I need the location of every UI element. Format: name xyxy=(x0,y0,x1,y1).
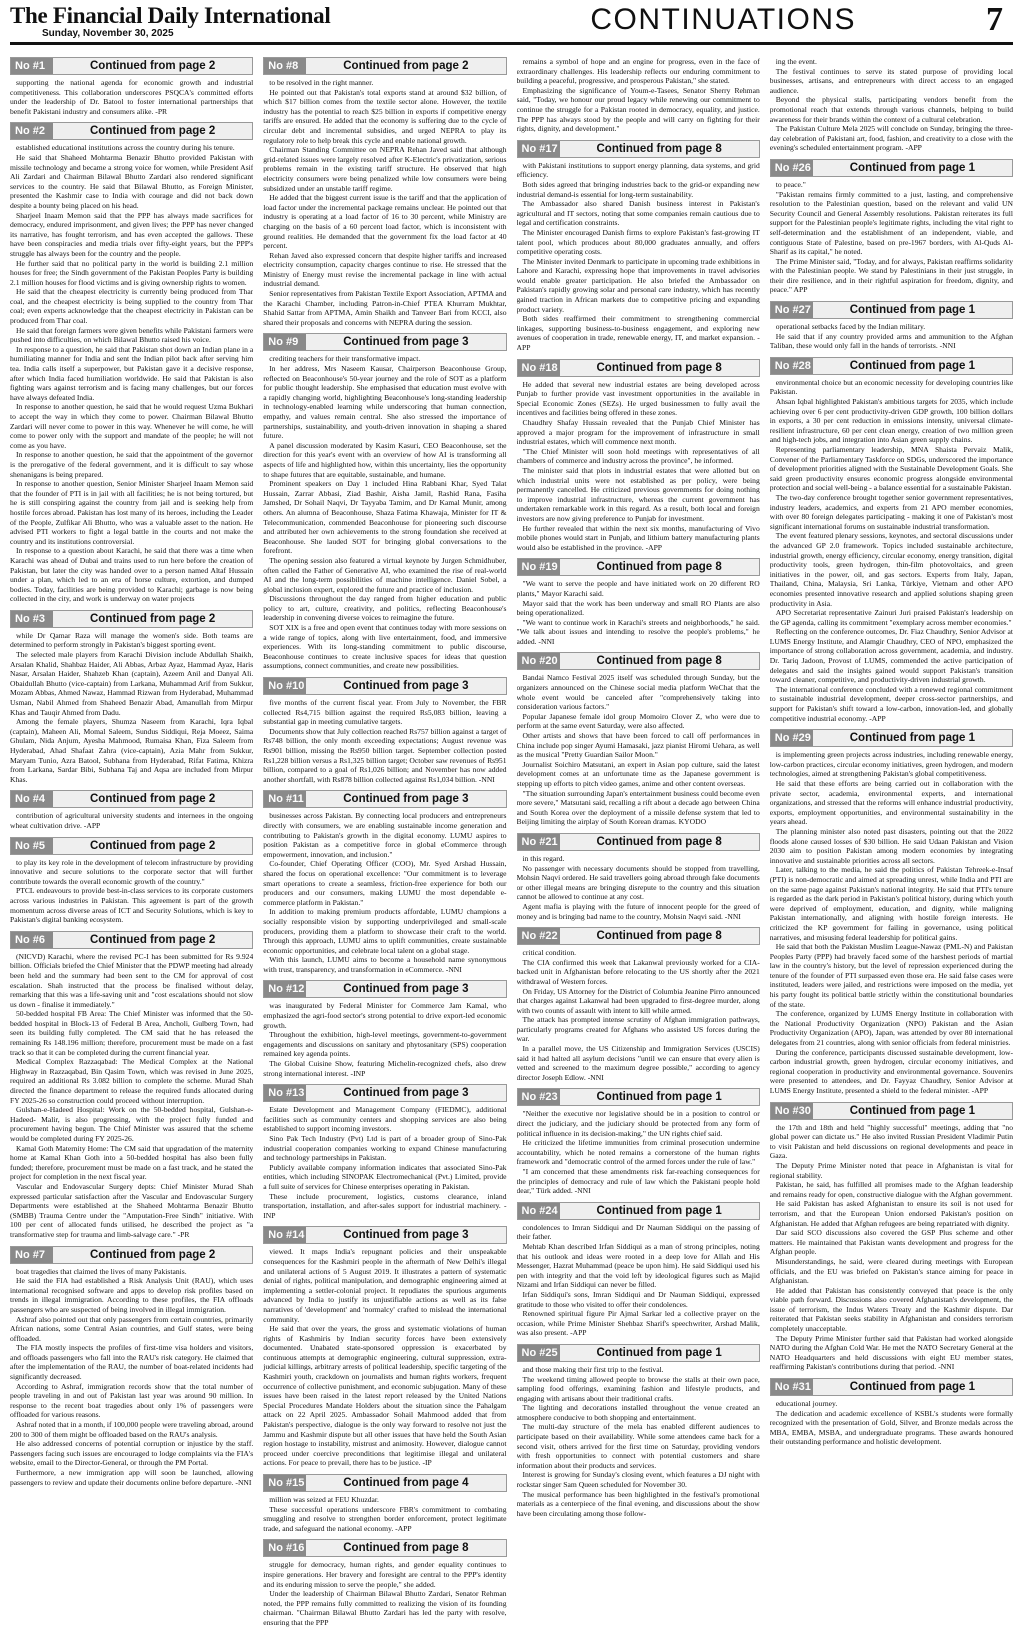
story xyxy=(770,1102,1013,1372)
story-number: No #17 xyxy=(518,141,560,157)
story-number: No #8 xyxy=(264,58,306,74)
story-paragraph: He said that foreign farmers were given benefits while Pakistani farmers were pushed into difficulties, on which Bilawal Bhutto raised his voice. xyxy=(10,325,254,345)
continued-label: Continued from page 8 xyxy=(596,142,722,155)
story xyxy=(770,357,1013,723)
story-paragraph: The opening session also featured a virtual keynote by Jurgen Schmidhuber, often called the Father of Generative AI, who examined the rise of real-world AI and the long-term possibilities of machine intelligence. Daniel Sobel, a global inclusion expert, explored the future and practice of inclusion. xyxy=(263,555,507,594)
story-header xyxy=(517,1202,760,1220)
story-paragraph: He said that Shaheed Mohtarma Benazir Bhutto provided Pakistan with missile technology and became a strong voice for women, while President Asif Ali Zardari and Chairman Bilawal Bhutto Zardari also rendered significant services to the country. He said that Bilawal Bhutto, as Foreign Minister, presented the Kashmir case to India with courage and did not back down despite a bounty being placed on his head. xyxy=(10,152,254,210)
story xyxy=(770,159,1013,295)
story xyxy=(263,1539,506,1627)
story-number: No #30 xyxy=(771,1103,813,1119)
story-header xyxy=(770,1102,1013,1120)
story-paragraph: Renowned spiritual figure Pir Ajmal Sarkar led a collective prayer on the occasion, while Prime Minister Shehbaz Sharif's speechwriter, Arshad Malik, was also present. -APP xyxy=(516,1309,760,1338)
story-paragraph: No passenger with necessary documents should be stopped from travelling, Mohsin Naqvi ordered. He said travellers going abroad through fake documents or other illegal means are bringing disrepute to the country and this situation cannot be allowed to continue at any cost. xyxy=(516,863,760,902)
story-paragraph: The Prime Minister said, "Today, and for always, Pakistan reaffirms solidarity with the Palestinian people. We stand by Palestinians in their just struggle, in their dire resilience, and in their rightful aspiration for freedom, dignity, and peace." APP xyxy=(769,256,1013,295)
story-paragraph: Prominent speakers on Day 1 included Hina Rabbani Khar, Syed Talat Hussain, Zarrar Abbasi, Ziad Bashir, Aisha Jamil, Rashid Rana, Fasiha Jamshed, Dr Sohail Naqvi, Dr Tayyaba Tamim, and Dr Kamal Munir, among others. An alumna of Beaconhouse, Shaza Fatima Khawaja, Minister for IT & Telecommunication, commended Beaconhouse for pioneering such discourse and attributed her own achievements to the strong foundation she received at Beaconhouse. She lauded SOT for bringing global conversations to the forefront. xyxy=(263,479,507,556)
story-number: No #29 xyxy=(771,730,813,746)
story-header xyxy=(770,159,1013,177)
story-paragraph: ing the event. xyxy=(775,57,817,66)
story-paragraph: Sharjeel Inaam Memon said that the PPP has always made sacrifices for democracy, endured imprisonment, and given lives; the PPP has never changed its narrative, has fought terrorism, and has even accepted the gallows. These have been conspiracies and media trials over fifty-eight years, but the PPP's struggle has always been for the country and the people. xyxy=(10,210,254,258)
story-paragraph: Among the female players, Shumza Naseem from Karachi, Iqra Iqbal (captain), Maheen Ali, Momal Saleem, Sundus Siddiqui, Reja Moeez, Saima Ghulam, Nida Anjum, Ayesha Mahmood, Rumaisa Khan, Fiza Saleem from Hyderabad, Ahad Shafaat Zahra (vice-captain), Azia Mahr from Sukkur, Maryam Tunio, Azra Batool, Subhana from Hyderabad, Rifat Fatima, Khizra from Larkana, Sardar Bibi, Subhana Taj and Aqsa are included from Mirpur Khas. xyxy=(10,717,254,784)
story-number: No #6 xyxy=(11,932,53,948)
story-paragraph: five months of the current fiscal year. From July to November, the FBR collected Rs4,715 billion against the required Rs5,083 billion, leaving a substantial gap in meeting cumulative targets. xyxy=(263,698,507,727)
story xyxy=(517,833,760,921)
story-number: No #28 xyxy=(771,358,813,374)
story-paragraph: The musical performance has been highlighted in the festival's promotional materials as a centerpiece of the final evening, and discussions about the show have been circulating among those follow- xyxy=(516,1489,760,1518)
continued-label: Continued from page 2 xyxy=(343,60,469,72)
story-header xyxy=(263,333,506,351)
continued-label: Continued from page 3 xyxy=(343,793,469,806)
story-number: No #10 xyxy=(264,678,306,694)
story-paragraph: APO Secretariat representative Zainuri Juri praised Pakistan's leadership on the GP agenda, calling its commitment "exemplary across member economies." xyxy=(769,608,1013,627)
story-paragraph: In response to another question, he said that he would request Uzma Bukhari to accept the way in which they come to power. Chairman Bilawal Bhutto Zardari will never come to power in this way. Whenever he will come, he will come to power only with the support and mandate of the people; he will not come as you have. xyxy=(10,402,254,450)
newspaper-page xyxy=(10,0,1013,1648)
continued-label: Continued from page 1 xyxy=(849,1104,975,1117)
story-header xyxy=(263,57,506,75)
story-number: No #13 xyxy=(264,1085,306,1101)
story-paragraph: the 17th and 18th and held "highly successful" meetings, adding that "no global power can dictate us." He also invited Russian President Vladimir Putin to visit Pakistan and held discussions on regional developments and peace in Gaza. xyxy=(769,1122,1013,1161)
story-header xyxy=(263,1084,506,1102)
story-paragraph: The Global Cuisine Show, featuring Michelin-recognized chefs, also drew strong international interest. -INP xyxy=(263,1059,507,1078)
story-paragraph: remains a symbol of hope and an engine for progress, even in the face of extraordinary challenges. His leadership reflects our enduring commitment to building a peaceful, progressive, and prosperous Pakistan," she stated. xyxy=(516,57,760,86)
story-paragraph: He criticized the lifetime immunities from criminal prosecution undermine accountability, which he noted remains a cornerstone of the human rights framework and "democratic control of the armed forces under the rule of law." xyxy=(516,1138,760,1167)
story-paragraph: Chairman Standing Committee on NEPRA Rehan Javed said that although grid-related issues were largely resolved after K-Electric's privatization, serious problems remain in the existing tariff structure. He observed that high electricity consumers were being penalized while low consumers were being subsidized under an unstable tariff regime. xyxy=(263,145,507,193)
story-paragraph: In her address, Mrs Naseem Kausar, Chairperson Beaconhouse Group, reflected on Beaconhouse's 50-year journey and the role of SOT as a platform for public thought leadership. She emphasised that education must evolve with a rapidly changing world, highlighting Beaconhouse's long-standing leadership in technology-enabled learning while underscoring that human connection, empathy, and values remain central. She also stressed the importance of partnerships, sustainability, and youth-driven innovation in shaping a shared future. xyxy=(263,364,507,441)
story-header xyxy=(10,1246,253,1264)
story-paragraph: The dedication and academic excellence of KSBL's students were formally recognized with the presentation of Gold, Silver, and Bronze medals across the MBA, EMBA, MSBA, and undergraduate programs. These awards honoured their outstanding performance and holistic development. xyxy=(769,1408,1013,1447)
masthead-right xyxy=(590,1,1013,38)
story-header xyxy=(263,677,506,695)
continued-label: Continued from page 1 xyxy=(849,304,975,317)
story xyxy=(263,980,506,1078)
story-number: No #9 xyxy=(264,334,306,350)
story-number: No #21 xyxy=(518,834,560,850)
story-paragraph: He said that over the years, the gross and systematic violations of human rights of Kashmiris by Indian security forces have been extensively documented. Unabated state-sponsored oppression is exacerbated by continuous attempts at demographic engineering, cultural suppression, extra-judicial killings, arbitrary arrests of political leadership, specific targeting of the Kashmiri youth, crackdown on journalists and human rights workers, frequent occurrence of collective punishment, and economic subjugation. Many of these issues have been raised in the latest report released by the United Nations Special Procedures Mandate Holders about the situation since the Pahalgam attack on 22 April 2025. Ambassador Sohail Mahmood added that from Pakistan's perspective, dialogue is the only way forward to resolve not just the Jammu and Kashmir dispute but all other issues that have held the South Asian region hostage to instability, mistrust and animosity. However, dialogue cannot proceed under coercive preconditions that legitimise illegal and unilateral actions. For peace to prevail, there has to be justice. -IP xyxy=(263,1324,507,1468)
continued-label: Continued from page 2 xyxy=(90,839,216,852)
story xyxy=(263,1226,506,1468)
story-paragraph: "I am concerned that these amendments risk far-reaching consequences for the principles of democracy and rule of law which the Pakistani people hold dear," Türk added. -NNI xyxy=(516,1167,760,1196)
story-paragraph: These include procurement, logistics, customs clearance, inland transportation, installation, and after-sales support for industrial machinery. -INP xyxy=(263,1191,507,1220)
column-2 xyxy=(263,57,506,1637)
story-paragraph: operational setbacks faced by the Indian military. xyxy=(775,322,926,332)
story-number: No #20 xyxy=(518,653,560,669)
story-paragraph: The conference, organized by LUMS Energy Institute in collaboration with the National Productivity Organization (NPO) Pakistan and the Asian Productivity Organization (APO), Japan, was attended by over 80 international delegates from 21 countries, along with senior officials from federal ministries. xyxy=(769,1009,1013,1048)
story-paragraph: to be resolved in the right manner. xyxy=(269,78,374,87)
continued-label: Continued from page 2 xyxy=(90,612,216,625)
story xyxy=(263,790,506,974)
story-paragraph: The planning minister also noted past disasters, pointing out that the 2022 floods alone caused losses of $30 billion. He said Udaan Pakistan and Vision 2030 aim to position Pakistan among modern economies by integrating innovative and sustainable priorities across all sectors. xyxy=(769,826,1013,865)
continued-label: Continued from page 1 xyxy=(596,1346,722,1359)
story xyxy=(263,1474,506,1533)
story-paragraph: He said that both the Pakistan Muslim League-Nawaz (PML-N) and Pakistan Peoples Party (PPP) had bravely faced some of the harshest periods of martial law in the country's history, but the level of repression experienced during the tenure of the founder of PTI surpassed even those era. He said false cases were instituted, leaders were jailed, and restrictions were imposed on the media, yet his party fought its political battle strictly within the constitutional boundaries of the state. xyxy=(769,942,1013,1009)
story-number: No #7 xyxy=(11,1247,53,1263)
story xyxy=(770,729,1013,1095)
story-paragraph: Throughout the exhibition, high-level meetings, government-to-government engagements and discussions on sanitary and phytosanitary (SPS) cooperation remained key agenda points. xyxy=(263,1030,507,1059)
story-paragraph: "Pakistan remains firmly committed to a just, lasting, and comprehensive resolution to the Palestinian question, based on the relevant and valid UN Security Council and General Assembly resolutions. Pakistan reiterates its full support for the Palestinian people's legitimate rights, including the vital right to self-determination and the establishment of an independent, viable, and contiguous State of Palestine, based on pre-1967 borders, with Al-Quds Al-Sharif as its capital," he noted. xyxy=(769,189,1013,257)
masthead-left xyxy=(10,4,330,40)
story-paragraph: He also addressed concerns of potential corruption or injustice by the staff. Passengers facing such issues are encouraged to lodge complaints via the FIA's website, email to the Director-General, or through the PM Portal. xyxy=(10,1439,254,1468)
section-title: CONTINUATIONS xyxy=(590,3,856,36)
continued-label: Continued from page 8 xyxy=(596,655,722,668)
story-paragraph: to peace." xyxy=(775,179,806,189)
story-paragraph: SOT XIX is a free and open event that continues today with more sessions on a wide range of topics, along with live entertainment, food, and immersive experiences. With its long-standing commitment to public discourse, Beaconhouse continues to create inclusive spaces for ideas that question assumptions, connect communities, and create new possibilities. xyxy=(263,623,507,671)
story-header xyxy=(517,140,760,158)
column-4 xyxy=(770,57,1013,1637)
story-paragraph: while Dr Qamar Raza will manage the women's side. Both teams are determined to perform strongly in Pakistan's biggest sporting event. xyxy=(10,630,254,650)
continued-label: Continued from page 1 xyxy=(849,161,975,174)
story-paragraph: He said that these efforts are being carried out in collaboration with the private sector, academia, environmental experts, and international organizations, and stressed that the reforms will enhance industrial productivity, exports, employment opportunities, and environmental sustainability in the years ahead. xyxy=(769,779,1013,827)
story xyxy=(517,652,760,827)
story-paragraph: Kamal Goth Maternity Home: The CM said that upgradation of the maternity home at Kamal Khan Goth into a 50-bedded hospital has also been fully funded; therefore, procurement must be made on a fast track, and he stated the project for completion in the next fiscal year. xyxy=(10,1143,254,1182)
story-number: No #5 xyxy=(11,838,53,854)
story-paragraph: Other artists and shows that have been forced to call off performances in China include pop singer Ayumi Hamasaki, jazz pianist Hiromi Uehara, as well as the musical "Pretty Guardian Sailor Moon." xyxy=(516,731,760,760)
story-paragraph: Misunderstandings, he said, were cleared during meetings with European officials, and the EU was briefed on Pakistan's stance aiming for peace in Afghanistan. xyxy=(769,1256,1013,1286)
story xyxy=(10,837,253,925)
story-paragraph: Senior representatives from Pakistan Textile Export Association, APTMA and the Karachi Chamber, including Patron-in-Chief PTEA Khurram Mukhtar, Shahid Sattar from APTMA, Amin Shaikh and Tanveer Bari from KCCI, also shared their proposals and concerns with NEPRA during the session. xyxy=(263,289,507,327)
story-paragraph: Gulshan-e-Hadeed Hospital: Work on the 50-bedded hospital, Gulshan-e-Hadeed- Malir, is also progressing, with the project fully funded and procurement having begun. The Chief Minister was assured that the scheme would be completed during FY 2025-26. xyxy=(10,1105,254,1143)
story-paragraph: Representing parliamentary leadership, MNA Shaista Pervaiz Malik, Convener of the Parliamentary Taskforce on SDGs, underscored the importance of development priorities aligned with the Sustainable Development Goals. She said green productivity ensures economic progress alongside environmental protection and social well-being - a balance essential for a sustainable Pakistan. xyxy=(769,445,1013,493)
story-paragraph: Documents show that July collection reached Rs757 billion against a target of Rs748 billion, the only month exceeding expectations; August revenue was Rs901 billion, missing the Rs950 billion target. September collection posted Rs1,228 billion versus a Rs1,325 billion target; October saw revenues of Rs951 billion, compared to a goal of Rs1,026 billion; and November has now added another shortfall, with Rs878 billion collected against Rs1,034 billion. -NNI xyxy=(263,726,507,784)
continued-label: Continued from page 8 xyxy=(596,361,722,374)
story-paragraph: The Deputy Prime Minister further said that Pakistan had worked alongside NATO during the Afghan Cold War. He met the NATO Secretary General at the NATO Headquarters and held discussions with eight EU member states, reaffirming Pakistan's contributions during that period. -NNI xyxy=(769,1333,1013,1372)
story-paragraph: Mayor said that the work has been underway and small RO Plants are also being operationalized. xyxy=(516,598,760,618)
page-number: 7 xyxy=(986,1,1003,38)
story-paragraph: The lighting and decorations installed throughout the venue created an atmosphere conducive to both shopping and entertainment. xyxy=(516,1403,760,1422)
paper-date: Sunday, November 30, 2025 xyxy=(42,28,174,39)
story-paragraph: to play its key role in the development of telecom infrastructure by providing innovative and secure solutions to the corporate sector that will further contribute towards the overall economic growth of the country." xyxy=(10,857,254,886)
story-paragraph: Both sides agreed that bringing industries back to the grid-or expanding new industrial demand-is essential for long-term sustainability. xyxy=(516,179,760,199)
story-paragraph: He added that several new industrial estates are being developed across Punjab to further provide vast investment opportunities in the available in Special Economic Zones (SEZs). He urged businessmen to fully avail the incentives and facilities being offered in these zones. xyxy=(516,379,760,418)
story-number: No #16 xyxy=(264,1540,306,1556)
story-number: No #22 xyxy=(518,928,560,944)
story-paragraph: The CIA confirmed this week that Lakanwal previously worked for a CIA-backed unit in Afghanistan before relocating to the US shortly after the 2021 withdrawal of Western forces. xyxy=(516,957,760,986)
story-header xyxy=(10,122,253,140)
story-paragraph: was inaugurated by Federal Minister for Commerce Jam Kamal, who emphasized the agri-food sector's strong potential to drive export-led economic growth. xyxy=(263,1001,507,1030)
story-paragraph: supporting the national agenda for economic growth and industrial competitiveness. This collaboration underscores PSQCA's committed efforts under the leadership of Dr. Batool to foster international partnerships that benefit Pakistani industry and consumers alike. -PR xyxy=(10,78,254,116)
story xyxy=(10,1246,253,1488)
story xyxy=(517,1344,760,1519)
continued-label: Continued from page 3 xyxy=(343,1229,469,1242)
story xyxy=(263,677,506,784)
story-paragraph: He pointed out that Pakistan's total exports stand at around $32 billion, of which $17 billion comes from the textile sector alone. However, the textile industry has the potential to reach $25 billion in exports if competitive energy tariffs are ensured. He added that the economy is suffering due to the cycle of circular debt and incremental subsidies, and urged NEPRA to play its regulatory role to help break this cycle and enable national growth. xyxy=(263,87,507,145)
story-number: No #1 xyxy=(11,58,53,74)
story xyxy=(770,1378,1013,1447)
story-paragraph: Mehtab Khan described Irfan Siddiqui as a man of strong principles, noting that his outlook and ideas were rooted in a deep love for Allah and His Messenger, Hazrat Muhammad (peace be upon him). He said Siddiqui used his pen with integrity and that the void left by ideological figures such as Majid Nizami and Irfan Siddiqui can never be filled. xyxy=(516,1241,760,1290)
story-paragraph: Interest is growing for Sunday's closing event, which features a DJ night with rockstar singer Sam Queen scheduled for November 30. xyxy=(516,1470,760,1490)
story-paragraph: In response to another question, Senior Minister Sharjeel Inaam Memon said that the founder of PTI is in jail with all facilities; he is not being tortured, but he is still conspiring against the country from jail and is seeking help from hostile forces abroad. Pakistan has lost many of its heroes, including the Leader of the People, Zulfikar Ali Bhutto, who was a valuable asset to the nation. He advised PTI workers to fight a legal battle in the courts and not make the country and its institutions controversial. xyxy=(10,479,254,546)
continued-label: Continued from page 3 xyxy=(343,983,469,996)
story-header xyxy=(770,1378,1013,1396)
story-paragraph: In response to another question, he said that the appointment of the governor is the prerogative of the federal government, and it is difficult to say whose shenanigans is being prepared. xyxy=(10,450,254,479)
story-number: No #23 xyxy=(518,1089,560,1105)
story-header xyxy=(517,558,760,576)
story-paragraph: In response to a question about Karachi, he said that there was a time when Karachi was ahead of Dubai and trains used to run here before the creation of Pakistan, but later the city was handed over to a person named Altaf Hussain under a plan, which led to an era of horse culture, extortion, and dumped bodies. Today, facilities are being provided to Karachi; garbage is now being collected in the city, and work is underway on water projects xyxy=(10,546,254,604)
story-paragraph: The multi-day structure of the mela has enabled different audiences to participate based on their availability. While some attendees came back for a second visit, others arrived for the first time on Saturday, providing vendors with fresh opportunities to connect with potential customers and share information about their products and services. xyxy=(516,1422,760,1470)
story-paragraph: Both sides reaffirmed their commitment to strengthening commercial linkages, supporting business-to-business engagement, and exploring new avenues of cooperation in trade, renewable energy, IT, and market expansion. -APP xyxy=(516,314,760,353)
story-paragraph: Later, talking to the media, he said the politics of Pakistan Tehreek-e-Insaf (PTI) is non-democratic and aimed at spreading unrest, while India and PTI are on the same page against Pakistan's national integrity. He said that PTI's tenure is regarded as the dark period in Pakistan's political history, during which youth were deprived of employment, education, and dignity, while maligning Pakistan internationally, and aligning with hostile foreign interests. He criticized the KP government for failing in governance, using political narratives, and misusing federal leadership for political gains. xyxy=(769,865,1013,942)
story-paragraph: businesses across Pakistan. By connecting local producers and entrepreneurs directly with consumers, we are enabling sustainable income generation and contributing to Pakistan's growth in the digital economy. LUMU aspires to position Pakistan as a competitive force in global eCommerce through empowerment, innovation, and inclusion." xyxy=(263,811,507,859)
continued-label: Continued from page 8 xyxy=(596,561,722,574)
story-paragraph: In addition to making premium products affordable, LUMU champions a socially responsible vision by supporting underprivileged and small-scale producers, providing them a platform to showcase their craft to the world. Through this approach, LUMU aims to uplift communities, create sustainable economic opportunities, and celebrate local talent on a global stage. xyxy=(263,907,507,955)
story xyxy=(517,359,760,553)
continued-label: Continued from page 8 xyxy=(596,930,722,943)
story-paragraph: With this launch, LUMU aims to become a household name synonymous with trust, transparency, and transformation in eCommerce. -NNI xyxy=(263,955,507,974)
story-header xyxy=(10,931,253,949)
story-number: No #15 xyxy=(264,1475,306,1491)
story-paragraph: Ashraf also pointed out that only passengers from certain countries, primarily African nations, some Central Asian countries, and Gulf states, were being offloaded. xyxy=(10,1314,254,1343)
story-paragraph: 50-bedded hospital FB Area: The Chief Minister was informed that the 50-bedded hospital in Block-13 of Federal B Area, Ancholi, Gulberg Town, had seen its building fully completed. The CM said that he has released the remaining Rs 148.196 million; therefore, procurement must be made on a fast track so that it can be completed during the current financial year. xyxy=(10,1009,254,1057)
story-number: No #2 xyxy=(11,123,53,139)
story-paragraph: crediting teachers for their transformative impact. xyxy=(269,354,421,364)
story-header xyxy=(517,833,760,851)
story-paragraph: Medical Complex Razzaqabad: The Medical Complex at the National Highway in Razzaqabad, Bin Qasim Town, which was revised in June 2025, required an additional Rs 3.082 billion to complete the scheme. Murad Shah directed the finance department to release the required funds allocated during FY 2025-26 so construction could proceed without interruption. xyxy=(10,1057,254,1105)
story-paragraph: Beyond the physical stalls, participating vendors benefit from the promotional reach that extends through various channels, helping to build awareness for their brands within the context of a cultural celebration. xyxy=(769,95,1013,124)
story-paragraph: Sino Pak Tech Industry (Pvt) Ltd is part of a broader group of Sino-Pak industrial cooperation companies working to expand Chinese manufacturing and technology partnerships in Pakistan. xyxy=(263,1134,507,1163)
story-paragraph: The two-day conference brought together senior government representatives, industry leaders, academics, and experts from 21 APO member economies, with over 80 foreign delegates participating - making it one of Pakistan's most significant international forums on sustainable industrial transformation. xyxy=(769,492,1013,531)
story-paragraph: The international conference concluded with a renewed regional commitment to sustainable industrial development, deeper cross-sector partnerships, and support for Pakistan's shift toward a low-carbon, innovation-led, and globally competitive industrial economy. -APP xyxy=(769,684,1013,723)
continued-label: Continued from page 3 xyxy=(343,1087,469,1100)
story-paragraph: with Pakistani institutions to support energy planning, data systems, and grid efficiency. xyxy=(516,160,760,180)
story xyxy=(770,301,1013,351)
continued-label: Continued from page 8 xyxy=(343,1542,469,1555)
story xyxy=(517,140,760,353)
story-paragraph: Pakistan, he said, has fulfilled all promises made to the Afghan leadership and remains ready for open, constructive dialogue with the Afghan government. xyxy=(769,1180,1013,1199)
story-paragraph: "The Chief Minister will soon hold meetings with representatives of all chambers of commerce and industry across the province", he informed. xyxy=(516,446,760,466)
continued-label: Continued from page 8 xyxy=(596,835,722,848)
story xyxy=(770,57,1013,153)
story-header xyxy=(770,301,1013,319)
story-paragraph: Vascular and Endovascular Surgery depts: Chief Minister Murad Shah expressed particular satisfaction after the Vascular and Endovascular Surgery Departments were established at the Shaheed Mohtarma Benazir Bhutto (SMBB) Trauma Centre under the "Amputation-Free Sindh" initiative. With 100 per cent of allocated funds utilised, he described the project as "a transformative step for trauma and limb-salvage care." -PR xyxy=(10,1181,254,1239)
story-paragraph: In a parallel move, the US Citizenship and Immigration Services (USCIS) said it had halted all asylum decisions "until we can ensure that every alien is vetted and screened to the maximum degree possible," according to agency director Joseph Edlow. -NNI xyxy=(516,1044,760,1082)
story-header xyxy=(10,790,253,808)
story-paragraph: He added that Pakistan has consistently conveyed that peace is the only viable path forward. Discussions also covered Afghanistan's development, the issue of terrorism, the Indus Waters Treaty and the Kashmir dispute. Dar reiterated that Pakistan seeks stability in Afghanistan and considers terrorism completely unacceptable. xyxy=(769,1285,1013,1334)
story-header xyxy=(517,1088,760,1106)
story-paragraph: "Neither the executive nor legislative should be in a position to control or direct the judiciary, and the judiciary should be protected from any form of political influence in its decision-making," the UN rights chief said. xyxy=(516,1109,760,1138)
paper-title: The Financial Daily International xyxy=(10,3,331,28)
story-paragraph: Journalist Soichiro Matsutani, an expert in Asian pop culture, said the latest development comes at an unfortunate time as the Japanese government is stepping up efforts to pitch video games, anime and other content overseas. xyxy=(516,759,760,788)
story-paragraph: He further revealed that within the next six months, manufacturing of Vivo mobile phones would start in Punjab, and lithium battery manufacturing plants would also be established in the province. -APP xyxy=(516,523,760,552)
story-paragraph: A panel discussion moderated by Kasim Kasuri, CEO Beaconhouse, set the direction for this year's event with an overview of how AI is transforming all aspects of life and highlighted how, within this uncertainty, lies the opportunity to shape futures that are equitable, sustainable, and humane. xyxy=(263,440,507,479)
story xyxy=(517,57,760,134)
story-header xyxy=(263,1539,506,1557)
story-paragraph: contribution of agricultural university students and internees in the ongoing wheat cultivation drive. -APP xyxy=(10,811,254,830)
story-paragraph: Co-founder, Chief Operating Officer (COO), Mr. Syed Arshad Hussain, shared the focus on operational excellence: "Our commitment is to leverage smart operations to create a seamless, friction-free experience for both our producers and our consumers, making LUMU the most dependable e-commerce platform in Pakistan." xyxy=(263,859,507,907)
story-number: No #14 xyxy=(264,1227,306,1243)
story xyxy=(10,57,253,116)
continued-label: Continued from page 2 xyxy=(90,1248,216,1261)
story-header xyxy=(770,729,1013,747)
story-paragraph: Emphasizing the significance of Youm-e-Tasees, Senator Sherry Rehman said, "Today, we honour our proud legacy while renewing our commitment to continue the struggle for a Pakistan rooted in democracy, equality, and justice. The PPP has always stood by the people and will carry on fighting for their rights, dignity, and development." xyxy=(516,85,760,134)
story-header xyxy=(263,1474,506,1492)
story-paragraph: Chaudhry Shafay Hussain revealed that the Punjab Chief Minister has approved a major program for the improvement of infrastructure in small industrial estates, which will commence next month. xyxy=(516,418,760,447)
story-paragraph: in this regard. xyxy=(522,853,565,863)
story-paragraph: The Minister encouraged Danish firms to explore Pakistan's fast-growing IT talent pool, which produces about 80,000 graduates annually, and offers competitive operating costs. xyxy=(516,227,760,257)
story-paragraph: Irfan Siddiqui's sons, Imran Siddiqui and Dr Nauman Siddiqui, expressed gratitude to those who visited to offer their condolences. xyxy=(516,1289,760,1309)
story-paragraph: Agent mafia is playing with the future of innocent people for the greed of money and is bringing bad name to the country, Mohsin Naqvi said. -NNI xyxy=(516,901,760,921)
story-paragraph: The Ambassador also shared Danish business interest in Pakistan's agricultural and IT sectors, noting that some companies remain cautious due to legal and certification constraints. xyxy=(516,199,760,228)
story-paragraph: Under the leadership of Chairman Bilawal Bhutto Zardari, Senator Rehman noted, the PPP remains fully committed to realizing the vision of its founding chairman. "Chairman Bilawal Bhutto Zardari has led the party with resolve, ensuring that the PPP xyxy=(263,1589,507,1627)
story-paragraph: He added that the biggest current issue is the tariff and that the application of load factor under the incremental package remains unclear. He pointed out that industry is operating at a load factor of 16 to 30 percent, while Ministry are charging on the basis of a 60 percent load factor, which is inconsistent with ground realities. He demanded that the government fix the load factor at 40 percent. xyxy=(263,193,507,251)
masthead xyxy=(10,0,1013,38)
story-number: No #11 xyxy=(264,791,306,807)
story-paragraph: He said that the cheapest electricity is currently being produced from Thar coal, and the cheapest electricity is being supplied to the country from Thar coal; even experts acknowledge that the cheapest electricity in Pakistan can be produced from Thar coal. xyxy=(10,287,254,326)
story-header xyxy=(517,927,760,945)
story-paragraph: Ahsan Iqbal highlighted Pakistan's ambitious targets for 2035, which include achieving over 6 per cent productivity-driven GDP growth, 100 billion dollars in exports, a 30 per cent reduction in emissions intensity, universal climate-resilient infrastructure, 60 per cent clean energy, creation of two million green and high-tech jobs, and integration into Asian green supply chains. xyxy=(769,397,1013,445)
story-paragraph: In response to a question, he said that Pakistan shot down an Indian plane in a humiliating manner for India and sent the Indian pilot back after serving him tea. India calls itself a superpower, but Pakistan gave it a decisive response, after which India faced humiliation worldwide. He said that Pakistan is also fighting wars against terrorism and is facing many challenges, but our forces have always defeated India. xyxy=(10,344,254,402)
story-paragraph: Rehan Javed also expressed concern that despite higher tariffs and increased electricity consumption, capacity charges continue to rise. He stressed that the Ministry of Energy must revise the incremental package in line with actual industrial demand. xyxy=(263,250,507,289)
story-paragraph: The attack has prompted intense scrutiny of Afghan immigration pathways, particularly programs created for Afghans who assisted US forces during the war. xyxy=(516,1015,760,1044)
story-paragraph: The Minister invited Denmark to participate in upcoming trade exhibitions in Lahore and Karachi, expressing hope that improvements in travel advisories would enable greater participation. He also briefed the Ambassador on Pakistan's rapidly growing solar and personal care industry, which has recently gained traction in African markets due to competitive pricing and expanding product variety. xyxy=(516,256,760,314)
story-paragraph: Furthermore, a new immigration app will soon be launched, allowing passengers to review and update their documents online before departure. -NNI xyxy=(10,1468,254,1487)
story-paragraph: The Pakistan Culture Mela 2025 will conclude on Sunday, bringing the three-day celebration of Pakistani art, food, fashion, and creativity to a close with the evening's scheduled entertainment program. -APP xyxy=(769,124,1013,153)
story-header xyxy=(10,837,253,855)
story-header xyxy=(263,980,506,998)
story-number: No #24 xyxy=(518,1203,560,1219)
story-paragraph: Bandai Namco Festival 2025 itself was scheduled through Sunday, but the organizers announced on the Chinese social media platform WeChat that the whole event would be canceled after "comprehensively taking into consideration various factors." xyxy=(516,673,760,712)
story-paragraph: Estate Development and Management Company (FIEDMC), additional facilities such as community centers and shopping services are also being established to support incoming investors. xyxy=(263,1105,507,1134)
story xyxy=(517,927,760,1082)
story-paragraph: "The situation surrounding Japan's entertainment business could become even more severe," Matsutani said, recalling a rift about a decade ago between China and South Korea over the deployment of a missile defense system that led to Beijing limiting the airplay of South Korean dramas. KYODO xyxy=(516,788,760,827)
story-number: No #27 xyxy=(771,302,813,318)
story-paragraph: "We want to continue work in Karachi's streets and neighborhoods," he said. "We talk about issues and intending to resolve the people's problems," he added. -NNI xyxy=(516,617,760,646)
continued-label: Continued from page 1 xyxy=(596,1204,722,1217)
story-header xyxy=(263,1226,506,1244)
continued-label: Continued from page 1 xyxy=(849,732,975,745)
columns xyxy=(10,45,1013,1637)
story-paragraph: The FIA mostly inspects the profiles of first-time visa holders and visitors, and offloads passengers who fall into the RAU's risk category. He claimed that after the implementation of the RAU, the number of boat-related incidents had significantly decreased. xyxy=(10,1343,254,1382)
story-number: No #3 xyxy=(11,611,53,627)
continued-label: Continued from page 4 xyxy=(343,1477,469,1489)
story xyxy=(10,790,253,830)
story-paragraph: PTCL endeavours to provide best-in-class services to its corporate customers across various industries in Pakistan. This agreement is part of the growth momentum across diverse areas of ICT and Security Solutions, which is key to Pakistan's digital banking ecosystem. xyxy=(10,886,254,925)
story-header xyxy=(517,1344,760,1362)
story-paragraph: The event featured plenary sessions, keynotes, and sectoral discussions under the advanced GP 2.0 framework. Topics included sustainable architecture, industrial growth, energy efficiency, circular economy, energy transition, digital productivity tools, green hydrogen, thin-film photovoltaics, and green initiatives in the power, oil, and gas sectors. Experts from Italy, Japan, Thailand, China, Malaysia, Sri Lanka, Türkiye, Vietnam and other APO economies presented innovative research and applied solutions shaping green productivity in Asia. xyxy=(769,531,1013,608)
story-paragraph: viewed. It maps India's repugnant policies and their unspeakable consequences for the Kashmiri people in the aftermath of New Delhi's illegal and unilateral actions of 5 August 2019. It illustrates a pattern of systematic denial of rights, political manipulation, and demographic engineering aimed at implementing a settler-colonial project. It repudiates the spurious arguments advanced by India to justify its unjustifiable actions as well as its false narratives of 'development' and 'normalcy' crafted to mislead the international community. xyxy=(263,1247,507,1324)
story xyxy=(517,558,760,646)
story-paragraph: boat tragedies that claimed the lives of many Pakistanis. xyxy=(16,1266,187,1276)
continued-label: Continued from page 1 xyxy=(849,359,975,372)
story-paragraph: He further said that no political party in the world is building 2.1 million houses for free; the Sindh government of the Pakistan Peoples Party is building 2.1 million houses for flood victims and is giving ownership rights to women. xyxy=(10,258,254,287)
story-paragraph: established educational institutions across the country during his tenure. xyxy=(16,143,235,153)
story-paragraph: On Friday, US Attorney for the District of Columbia Jeanine Pirro announced that charges against Lakanwal had been upgraded to first-degree murder, along with two counts of assault with intent to kill while armed. xyxy=(516,986,760,1015)
story-paragraph: The weekend timing allowed people to browse the stalls at their own pace, sampling food offerings, examining fashion and lifestyle products, and engaging with artisans about their traditional crafts. xyxy=(516,1374,760,1403)
story-header xyxy=(10,610,253,628)
column-3 xyxy=(517,57,760,1637)
continued-label: Continued from page 1 xyxy=(596,1091,722,1104)
story-number: No #12 xyxy=(264,981,306,997)
story-paragraph: "We want to serve the people and have initiated work on 20 different RO plants," Mayor Karachi said. xyxy=(516,579,760,598)
continued-label: Continued from page 1 xyxy=(849,1381,975,1394)
story-number: No #4 xyxy=(11,791,53,807)
story-number: No #26 xyxy=(771,160,813,176)
story xyxy=(10,931,253,1240)
story xyxy=(10,610,253,785)
story xyxy=(517,1202,760,1338)
story-paragraph: and those making their first trip to the festival. xyxy=(522,1364,664,1374)
continued-label: Continued from page 2 xyxy=(90,793,216,806)
story-paragraph: The Deputy Prime Minister noted that peace in Afghanistan is vital for regional stability. xyxy=(769,1160,1013,1180)
story-header xyxy=(517,359,760,377)
story-header xyxy=(770,357,1013,375)
continued-label: Continued from page 3 xyxy=(343,336,469,349)
story-paragraph: The minister said that plots in industrial estates that were allotted but on which industrial units were not established as per policy, were being permanently cancelled. He criticized previous governments for doing nothing to improve industrial infrastructure, whereas the current government has undertaken remarkable work in this regard. As a result, both local and foreign investors are now giving preference to Punjab for investment. xyxy=(516,465,760,523)
story-paragraph: is implementing green projects across industries, including renewable energy, low-carbon practices, circular economy initiatives, green hydrogen, and modern technologies, aimed at strengthening Pakistan's global competitiveness. xyxy=(769,750,1013,779)
story-number: No #18 xyxy=(518,360,560,376)
story-paragraph: Dar said SCO discussions also covered the GSP Plus scheme and other matters. He maintained that Pakistan wants development and progress for the Afghan people. xyxy=(769,1228,1013,1257)
story xyxy=(10,122,253,604)
continued-label: Continued from page 2 xyxy=(90,60,216,72)
story-paragraph: environmental choice but an economic necessity for developing countries like Pakistan. xyxy=(769,377,1013,397)
continued-label: Continued from page 3 xyxy=(343,680,469,693)
story-paragraph: critical condition. xyxy=(522,948,577,958)
story-paragraph: condolences to Imran Siddiqui and Dr Nauman Siddiqui on the passing of their father. xyxy=(516,1222,760,1242)
story-paragraph: Ashraf noted that in a month, if 100,000 people were traveling abroad, around 200 to 300 of them might be offloaded based on the RAU's analysis. xyxy=(10,1420,254,1439)
story-header xyxy=(263,790,506,808)
story-paragraph: educational journey. xyxy=(775,1399,838,1409)
story-paragraph: million was seized at FEU Khuzdar. xyxy=(269,1495,379,1504)
story-paragraph: struggle for democracy, human rights, and gender equality continues to inspire generations. Her bravery and foresight are central to the PPP's identity and its enduring mission to serve the people," she added. xyxy=(263,1560,507,1589)
story xyxy=(263,57,506,327)
story-paragraph: Popular Japanese female idol group Momoiro Clover Z, who were due to perform at the same event Saturday, were also affected. xyxy=(516,711,760,731)
story-paragraph: Reflecting on the conference outcomes, Dr. Fiaz Chaudhry, Senior Advisor at LUMS Energy Institute, and Alamgir Chaudhry, CEO of NPO, emphasized the importance of strong collaboration across government, academia, and industry. Dr. Tariq Jadoon, Provost of LUMS, commended the active participation of delegates and said the insights gained would support Pakistan's transition toward cleaner, competitive, and productivity-driven industrial growth. xyxy=(769,627,1013,685)
continued-label: Continued from page 2 xyxy=(90,933,216,946)
story-paragraph: The selected male players from Karachi Division include Abdullah Shaikh, Arsalan Khalid, Shahbaz Haider, Ali Abbas, Arbaz Ayaz, Hammad Ayaz, Haris Nasar, Arsalan Haider, Shahzeb Khan (captain), Azeem Anil and Danyal Ali. Obaidullah Bhutto (vice-captain) from Larkana, Muhammad Arif from Sukkur, Mozam Abbas, Ahmed Nawaz, Hammad Rizwan from Hyderabad, Muhammad Usman, Nabil Ahmed from Shaheed Benazir Abad, Amanullah from Mirpur Khas and Tauqir Ahmed from Dadu. xyxy=(10,650,254,717)
story xyxy=(517,1088,760,1195)
story-paragraph: These successful operations underscore FBR's commitment to combating smuggling and resolve to strengthen border enforcement, protect legitimate trade, and safeguard the national economy. -APP xyxy=(263,1504,507,1533)
story-header xyxy=(10,57,253,75)
story-paragraph: According to Ashraf, immigration records show that the total number of people traveling in and out of Pakistan last year was around 90 million. In response to the recent boat tragedies about only 1% of passengers were offloaded for various reasons. xyxy=(10,1381,254,1420)
story-paragraph: During the conference, participants discussed sustainable development, low-carbon industrial growth, green hydrogen, circular economy initiatives, and regional cooperation in productivity and environmental governance. Souvenirs were presented to attendees, and Dr. Fayyaz Chaudhry, Senior Advisor at LUMS Energy Institute, presented a shield to the federal minister. -APP xyxy=(769,1047,1013,1095)
continued-label: Continued from page 2 xyxy=(90,125,216,138)
story-paragraph: He said the FIA had established a Risk Analysis Unit (RAU), which uses international recognised software and apps to develop risk profiles based on trends in illegal immigration. According to these profiles, the FIA offloads passengers who are suspected of being involved in illegal immigration. xyxy=(10,1276,254,1314)
story-paragraph: (NICVD) Karachi, where the revised PC-I has been submitted for Rs 9.924 billion. Officials briefed the Chief Minister that the PDWP meeting had already been held and the summary had been sent to the CM for approval of cost escalation. Shah instructed that the process be finalised without delay, remarking that this was a life-saving unit and "cost escalations should not slow us down - finalise it immediately." xyxy=(10,951,254,1009)
column-1 xyxy=(10,57,253,1637)
story-number: No #31 xyxy=(771,1379,813,1395)
story-header xyxy=(517,652,760,670)
story-paragraph: He said Pakistan has asked Afghanistan to ensure its soil is not used for terrorism, and that the European Union endorsed Pakistan's position on Afghanistan. He added that Afghan refugees are being repatriated with dignity. xyxy=(769,1199,1013,1228)
story-number: No #19 xyxy=(518,559,560,575)
story-paragraph: The festival continues to serve its stated purpose of providing local businesses, artisans, and entrepreneurs with direct access to an engaged audience. xyxy=(769,66,1013,95)
story-number: No #25 xyxy=(518,1345,560,1361)
story xyxy=(263,1084,506,1220)
story-paragraph: He said that if any country provided arms and ammunition to the Afghan Taliban, these would only fall in the hands of terrorists. -NNI xyxy=(769,331,1013,351)
story-paragraph: Publicly available company information indicates that associated Sino-Pak entities, which including SINOPAK Electromechanical (Pvt.) Limited, provide a full suite of services for Chinese enterprises operating in Pakistan. xyxy=(263,1162,507,1191)
story-paragraph: Discussions throughout the day ranged from higher education and public policy to art, culture, creativity, and politics, reflecting Beaconhouse's leadership in convening diverse voices to reimagine the future. xyxy=(263,594,507,623)
story xyxy=(263,333,506,671)
